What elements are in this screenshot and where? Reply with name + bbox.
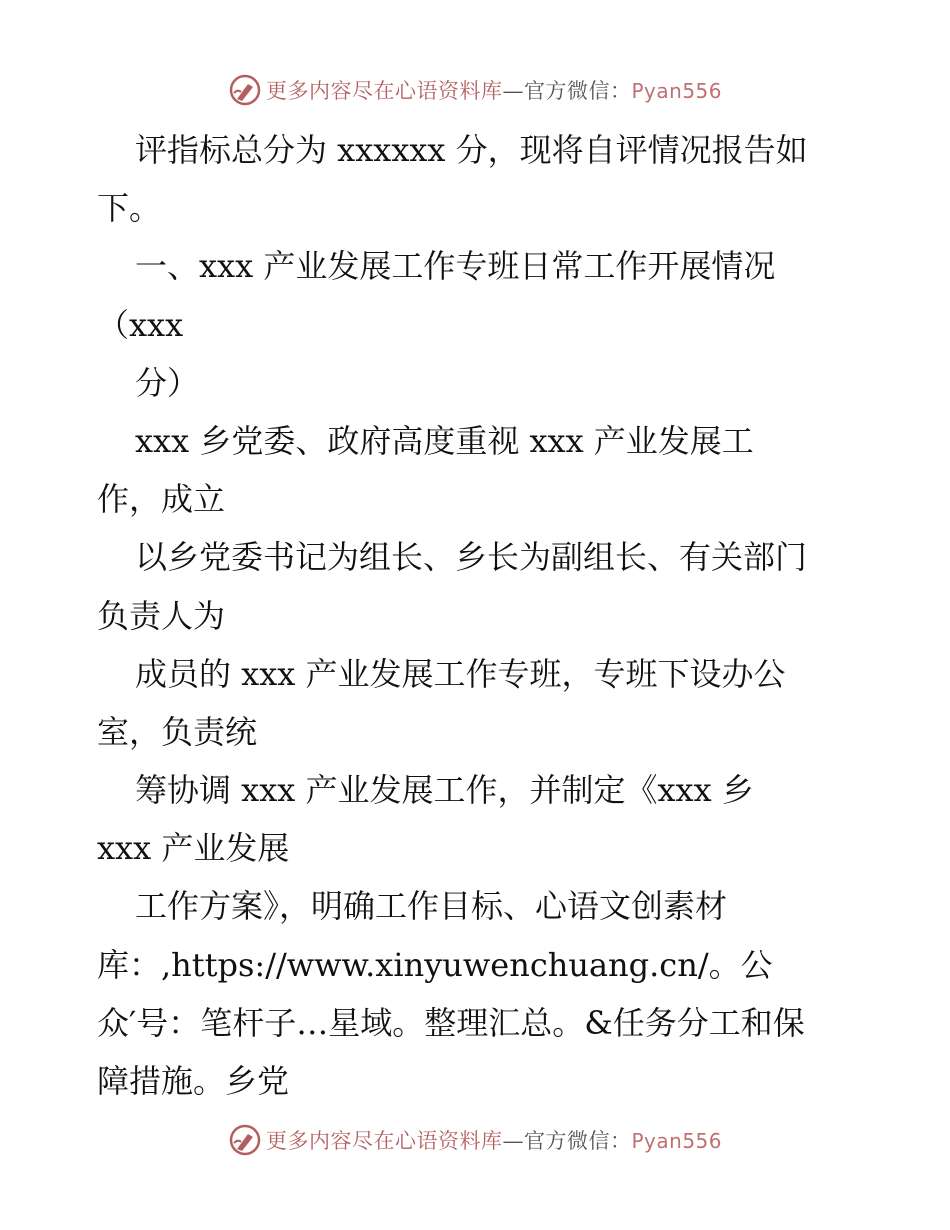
footer-banner xyxy=(0,1120,950,1160)
body-line: xxx 产业发展 xyxy=(97,829,290,868)
body-line: 工作方案》，明确工作目标、心语文创素材 xyxy=(135,887,728,926)
body-line: （xxx xyxy=(97,305,184,344)
header-text xyxy=(266,75,722,105)
body-line: 分） xyxy=(135,363,200,402)
footer-wechat-label: 官方微信： xyxy=(523,1129,632,1153)
body-line: 成员的 xxx 产业发展工作专班，专班下设办公 xyxy=(135,654,786,693)
footer-title: 更多内容尽在心语资料库 xyxy=(265,1129,503,1153)
body-line: xxx 乡党委、政府高度重视 xxx 产业发展工 xyxy=(135,421,754,460)
section-heading: 一、xxx 产业发展工作专班日常工作开展情况 xyxy=(135,247,776,286)
body-line: 负责人为 xyxy=(97,596,226,635)
body-line: 室，负责统 xyxy=(97,712,258,751)
pen-nib-logo-icon xyxy=(228,1123,262,1157)
body-line: 库：,https://www.xinyuwenchuang.cn/。公 xyxy=(97,945,773,984)
header-wechat-id: Pyan556 xyxy=(631,79,722,103)
body-line: 评指标总分为 xxxxxx 分，现将自评情况报告如 xyxy=(135,131,808,169)
header-banner xyxy=(0,70,950,110)
footer-text xyxy=(266,1125,722,1155)
document-body xyxy=(97,121,857,1110)
body-line: 以乡党委书记为组长、乡长为副组长、有关部门 xyxy=(135,538,808,577)
footer-wechat-id: Pyan556 xyxy=(631,1129,722,1153)
body-line: 障措施。乡党 xyxy=(97,1062,290,1100)
body-line: 筹协调 xxx 产业发展工作，并制定《xxx 乡 xyxy=(135,771,754,810)
pen-nib-logo-icon xyxy=(228,73,262,107)
body-line: 作，成立 xyxy=(97,480,226,519)
header-title: 更多内容尽在心语资料库 xyxy=(265,79,503,103)
header-wechat-label: 官方微信： xyxy=(523,79,632,103)
footer-separator: — xyxy=(502,1129,524,1153)
header-separator: — xyxy=(502,79,524,103)
body-line: 下。 xyxy=(97,189,162,228)
body-line: 众′号：笔杆子…星域。整理汇总。&任务分工和保 xyxy=(97,1003,805,1042)
